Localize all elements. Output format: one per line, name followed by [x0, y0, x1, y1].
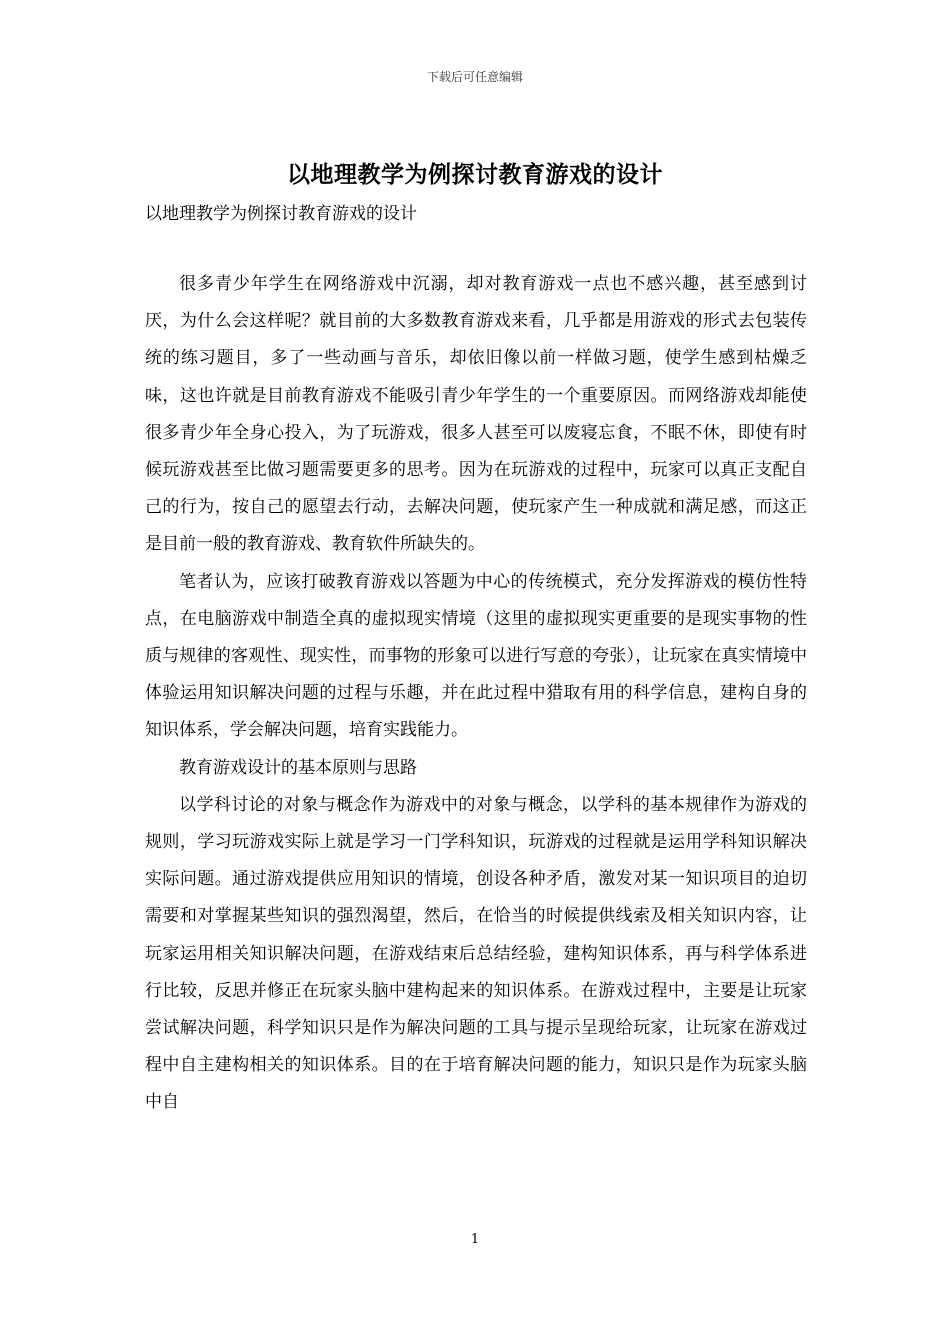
page-number: 1	[470, 1232, 480, 1247]
paragraph: 笔者认为，应该打破教育游戏以答题为中心的传统模式，充分发挥游戏的模仿性特点，在电脑游戏中制造全真的虚拟现实情境（这里的虚拟现实更重要的是现实事物的性质与规律的客观性、现实性，而事物的形象可以进行写意的夸张），让玩家在真实情境中体验运用知识解决问题的过程与乐趣，并在此过程中猎取有用的科学信息，建构自身的知识体系，学会解决问题，培育实践能力。	[145, 571, 807, 741]
paragraph: 以学科讨论的对象与概念作为游戏中的对象与概念，以学科的基本规律作为游戏的规则，学习玩游戏实际上就是学习一门学科知识，玩游戏的过程就是运用学科知识解决实际问题。通过游戏提供应用知识的情境，创设各种矛盾，激发对某一知识项目的迫切需要和对掌握某些知识的强烈渴望，然后，在恰当的时候提供线索及相关知识内容，让玩家运用相关知识解决问题，在游戏结束后总结经验，建构知识体系，再与科学体系进行比较，反思并修正在玩家头脑中建构起来的知识体系。在游戏过程中，主要是让玩家尝试解决问题，科学知识只是作为解决问题的工具与提示呈现给玩家，让玩家在游戏过程中自主建构相关的知识体系。目的在于培育解决问题的能力，知识只是作为玩家头脑中自	[145, 794, 807, 1113]
section-heading: 教育游戏设计的基本原则与思路	[179, 757, 417, 778]
document-title: 以地理教学为例探讨教育游戏的设计	[287, 161, 663, 188]
document-body	[145, 266, 807, 1122]
page-header: 下载后可任意编辑	[426, 70, 523, 84]
document-subtitle: 以地理教学为例探讨教育游戏的设计	[145, 204, 417, 224]
paragraph: 很多青少年学生在网络游戏中沉溺，却对教育游戏一点也不感兴趣，甚至感到讨厌，为什么会这样呢？就目前的大多数教育游戏来看，几乎都是用游戏的形式去包装传统的练习题目，多了一些动画与音乐，却依旧像以前一样做习题，使学生感到枯燥乏味，这也许就是目前教育游戏不能吸引青少年学生的一个重要原因。而网络游戏却能使很多青少年全身心投入，为了玩游戏，很多人甚至可以废寝忘食，不眠不休，即使有时候玩游戏甚至比做习题需要更多的思考。因为在玩游戏的过程中，玩家可以真正支配自己的行为，按自己的愿望去行动，去解决问题，使玩家产生一种成就和满足感，而这正是目前一般的教育游戏、教育软件所缺失的。	[145, 274, 807, 555]
